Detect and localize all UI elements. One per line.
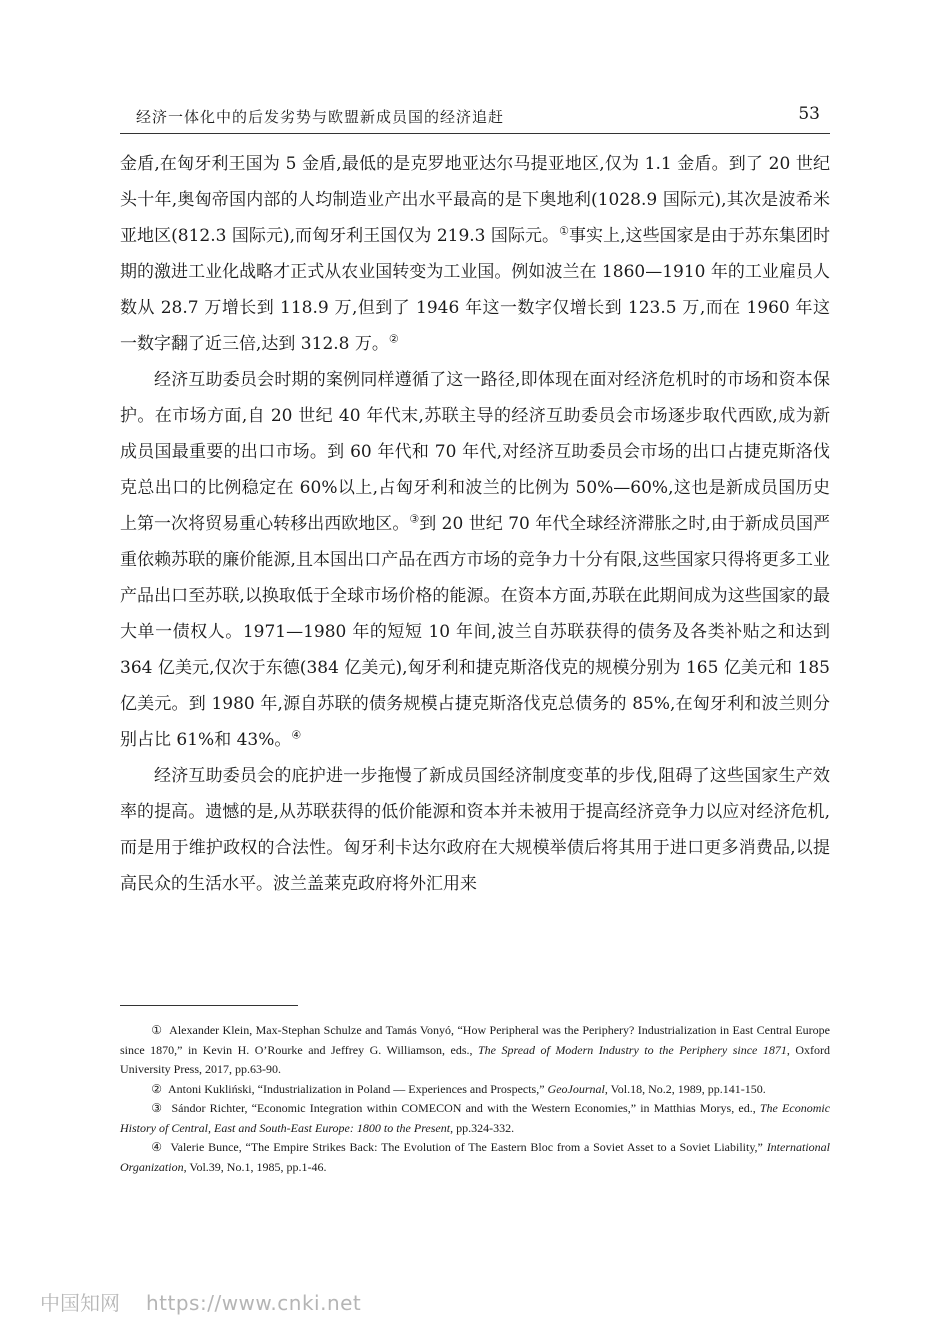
watermark-site: 中国知网 [40,1291,120,1315]
footnote-3: ③ Sándor Richter, “Economic Integration within COMECON and with the Western Economies,” in Matthias Morys, ed., The Economic History of Central, East and South-East Europe: 1800 to the Present, pp.324-332. [120,1101,831,1135]
watermark-url[interactable]: https://www.cnki.net [146,1291,362,1315]
footnote-ref-2[interactable]: ② [388,332,399,346]
footnotes [120,1021,830,1177]
footnote-4: ④ Valerie Bunce, “The Empire Strikes Back: The Evolution of The Eastern Bloc from a Soviet Asset to a Soviet Liability,” International Organization, Vol.39, No.1, 1985, pp.1-46. [120,1140,831,1174]
body-text [120,146,830,902]
paragraph-2: 经济互助委员会时期的案例同样遵循了这一路径,即体现在面对经济危机时的市场和资本保护。在市场方面,自 20 世纪 40 年代末,苏联主导的经济互助委员会市场逐步取代西欧,成为新成员国最重要的出口市场。到 60 年代和 70 年代,对经济互助委员会市场的出口占捷克斯洛伐克总出口的比例稳定在 60%以上,占匈牙利和波兰的比例为 50%—60%,这也是新成员国历史上第一次将贸易重心转移出西欧地区。③到 20 世纪 70 年代全球经济滞胀之时,由于新成员国严重依赖苏联的廉价能源,且本国出口产品在西方市场的竞争力十分有限,这些国家只得将更多工业产品出口至苏联,以换取低于全球市场价格的能源。在资本方面,苏联在此期间成为这些国家的最大单一债权人。1971—1980 年的短短 10 年间,波兰自苏联获得的债务及各类补贴之和达到 364 亿美元,仅次于东德(384 亿美元),匈牙利和捷克斯洛伐克的规模分别为 165 亿美元和 185 亿美元。到 1980 年,源自苏联的债务规模占捷克斯洛伐克总债务的 85%,在匈牙利和波兰则分别占比 61%和 43%。④ [120,370,830,750]
page-number: 53 [798,104,820,124]
footnote-ref-1[interactable]: ① [559,224,569,238]
paragraph-1: 金盾,在匈牙利王国为 5 金盾,最低的是克罗地亚达尔马提亚地区,仅为 1.1 金盾。到了 20 世纪头十年,奥匈帝国内部的人均制造业产出水平最高的是下奥地利(1028.9 国际元),其次是波希米亚地区(812.3 国际元),而匈牙利王国仅为 219.3 国际元。①事实上,这些国家是由于苏东集团时期的激进工业化战略才正式从农业国转变为工业国。例如波兰在 1860—1910 年的工业雇员人数从 28.7 万增长到 118.9 万,但到了 1946 年这一数字仅增长到 123.5 万,而在 1960 年这一数字翻了近三倍,达到 312.8 万。② [120,154,830,354]
running-title: 经济一体化中的后发劣势与欧盟新成员国的经济追赶 [136,108,505,126]
page-header [120,104,830,130]
header-divider [120,133,830,134]
footnote-divider [120,1005,298,1006]
footnote-2: ② Antoni Kukliński, “Industrialization in Poland — Experiences and Prospects,” GeoJournal, Vol.18, No.2, 1989, pp.141-150. [151,1081,766,1096]
paragraph-3: 经济互助委员会的庇护进一步拖慢了新成员国经济制度变革的步伐,阻碍了这些国家生产效率的提高。遗憾的是,从苏联获得的低价能源和资本并未被用于提高经济竞争力以应对经济危机,而是用于维护政权的合法性。匈牙利卡达尔政府在大规模举债后将其用于进口更多消费品,以提高民众的生活水平。波兰盖莱克政府将外汇用来 [120,766,830,894]
footnote-ref-3[interactable]: ③ [409,512,420,526]
watermark [40,1287,361,1316]
footnote-ref-4[interactable]: ④ [291,728,302,742]
footnote-1: ① Alexander Klein, Max-Stephan Schulze and Tamás Vonyó, “How Peripheral was the Periphery? Industrialization in East Central Europe since 1870,” in Kevin H. O’Rourke and Jeffrey G. Williamson, eds., The Spread of Modern Industry to the Periphery since 1871, Oxford University Press, 2017, pp.63-90. [120,1023,830,1076]
